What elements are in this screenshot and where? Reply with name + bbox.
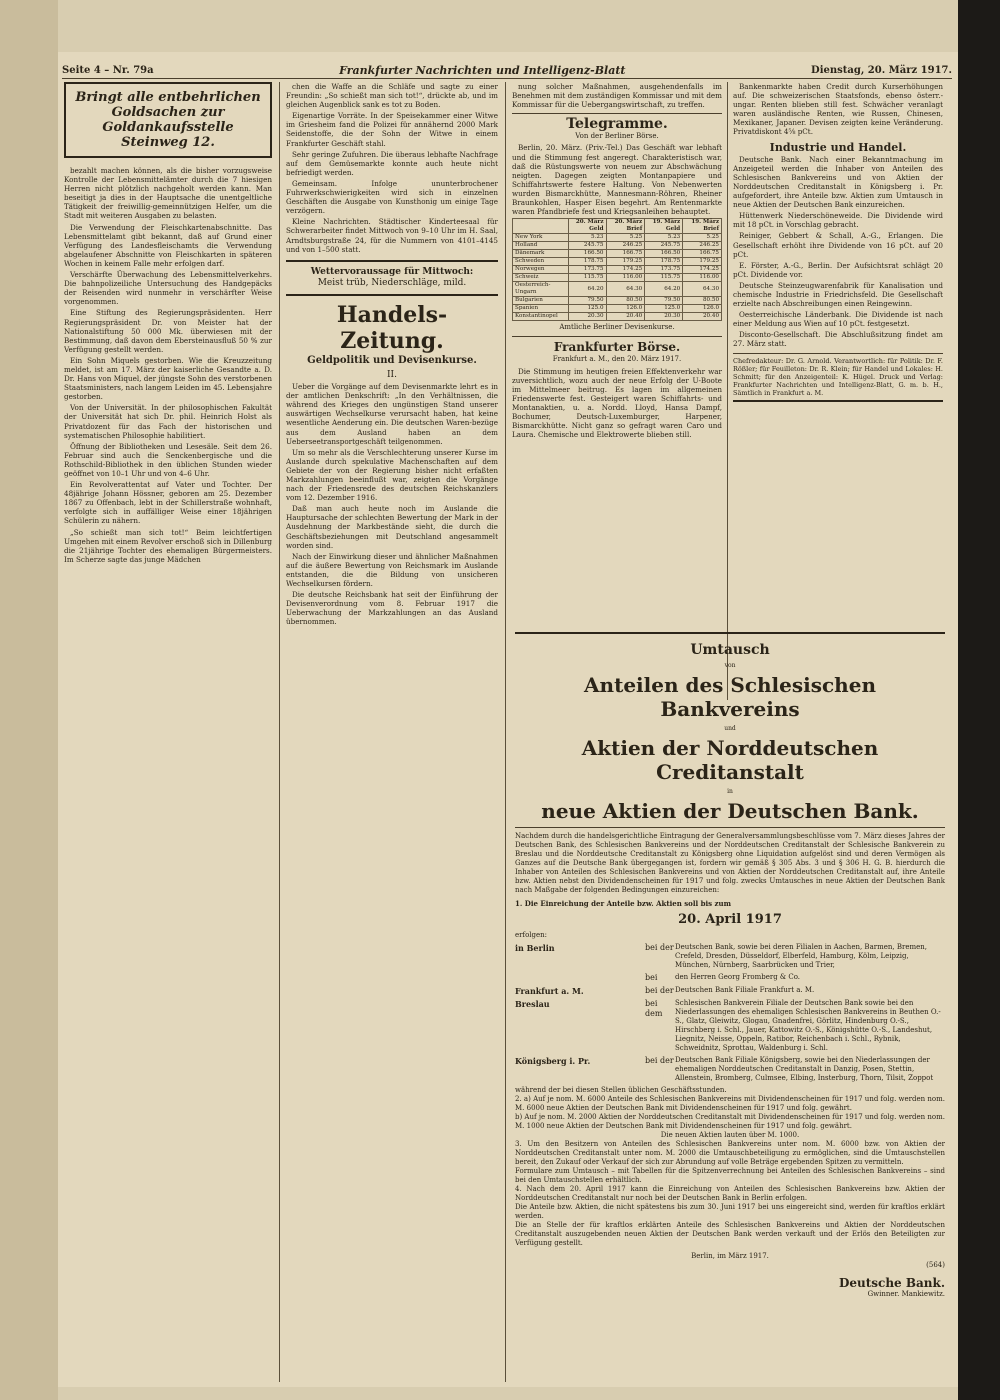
location-preposition: bei der <box>645 1056 674 1065</box>
table-cell: 79.50 <box>568 297 606 305</box>
table-cell: 5.25 <box>683 234 722 242</box>
table-cell: 246.25 <box>606 242 645 250</box>
column-rule <box>505 82 506 1382</box>
table-header-cell: 19. März Brief <box>683 219 722 234</box>
table-cell: Holland <box>513 242 569 250</box>
boerse-text: Die Stimmung im heutigen freien Effektenverkehr war zuversichtlich, wozu auch der neue Erfolg der U-Boote im Mittelmeer beitrug. Es lagen im allgemeinen Friedenswerte fest. Gesteigert waren Schiffahrts- und Montanaktien, u. a. Nordd. Lloyd, Hansa Dampf, Bochumer, Deutsch-Luxemburger, Harpener, Bismarckhütte. Nicht ganz so gefragt waren Caro und Laura. Chemische und Elektrowerte blieben still. <box>512 366 722 440</box>
location-city <box>515 973 645 983</box>
col2-paragraph: Gemeinsam. Infolge ununterbrochener Fuhrwerkschwierigkeiten wird sich in einzelnen Geschäften die Ausgabe von Kunsthonig um einige Tage verzögern. <box>286 178 498 216</box>
location-preposition: bei der <box>645 986 674 995</box>
col2-paragraph: Kleine Nachrichten. Städtischer Kinderteesaal für Schwerarbeiter findet Mittwoch von 9–10 Uhr im H. Saal, Arndtsburgstraße 24, für die Nummern von 4101–4145 und von 1–500 statt. <box>286 217 498 254</box>
table-row <box>513 242 722 250</box>
table-cell: 5.23 <box>568 234 606 242</box>
announcement-text: Nachdem durch die handelsgerichtliche Eintragung der Generalversammlungsbeschlüsse vom 7. März dieses Jahres der Deutschen Bank, des Schlesischen Bankvereins und der Norddeutschen Creditanstalt der Schlesische Bankverein zu Breslau und die Norddeutsche Creditanstalt zu Königsberg ohne Liquidation aufgelöst sind und deren Vermögen als Ganzes auf die Deutsche Bank übergegangen ist, fordern wir gemäß § 305 Abs. 3 und § 306 H. G. B. hierdurch die Inhaber von Anteilen des Schlesischen Bankvereins und von Aktien der Norddeutschen Creditanstalt auf, ihre Anteile bzw. Aktien nebst den Dividendenscheinen für 1917 und folg. zwecks Umtausches in neue Aktien der Deutschen Bank nach Maßgabe der folgenden Bedingungen einzureichen: <box>515 832 945 894</box>
header-date: Dienstag, 20. März 1917. <box>811 64 952 76</box>
table-row <box>513 313 722 321</box>
table-header-row <box>513 219 722 234</box>
table-cell: 64.30 <box>683 282 722 297</box>
title-deutsche-bank: neue Aktien der Deutschen Bank. <box>541 799 919 823</box>
boerse-title: Frankfurter Börse. <box>553 340 681 355</box>
table-cell: Dänemark <box>513 250 569 258</box>
table-cell: 20.40 <box>683 313 722 321</box>
table-cell: 166.50 <box>645 250 683 258</box>
table-cell: 64.20 <box>645 282 683 297</box>
table-cell: Schweiz <box>513 274 569 282</box>
weather-title: Wettervoraussage für Mittwoch: <box>310 266 474 277</box>
col4-intro: Bankenmarkte haben Credit durch Kurserhöhungen auf. Die schweizerischen Staatsfonds, ebenso österr.-ungar. Renten blieben still fest. Schwächer veranlagt waren ausländische Renten, wie Russen, Chinesen, Mexikaner, Japaner. Devisen zeigten keine Veränderung. Privatdiskont 4⅝ pCt. <box>733 82 943 137</box>
table-cell: 126.0 <box>606 305 645 313</box>
location-place: Deutschen Bank, sowie bei deren Filialen in Aachen, Barmen, Bremen, Crefeld, Dresden, Düsseldorf, Elberfeld, Hamburg, Kölm, Leipzig, München, Nürnberg, Saarbrücken und Trier, <box>675 943 927 969</box>
table-cell: 179.25 <box>606 258 645 266</box>
col4-paragraph: Deutsche Bank. Nach einer Bekanntmachung im Anzeigeteil werden die Inhaber von Anteilen des Schlesischen Bankvereins und von Aktien der Norddeutschen Creditanstalt in Königsberg i. Pr. aufgefordert, ihre Anteile bzw. Aktien zum Umtausch in neue Aktien der Deutschen Bank einzureichen. <box>733 154 943 210</box>
table-cell: 116.00 <box>683 274 722 282</box>
table-row <box>513 258 722 266</box>
handels-paragraph: Nach der Einwirkung dieser und ähnlicher Maßnahmen auf die äußere Bewertung von Reichsmark im Auslande entstanden, die die Bildung von unsicheren Wechselkursen fördern. <box>286 551 498 589</box>
table-cell: 174.25 <box>606 266 645 274</box>
col3-intro: nung solcher Maßnahmen, ausgehendenfalls im Benehmen mit dem zuständigen Kommissar und mit dem Kommissar für die Uebergangswirtschaft, zu treffen. <box>512 82 722 110</box>
table-cell: 166.75 <box>683 250 722 258</box>
table-header-cell: 19. März Geld <box>645 219 683 234</box>
divider <box>512 336 722 337</box>
table-cell: 173.75 <box>645 266 683 274</box>
table-cell: 20.30 <box>568 313 606 321</box>
location-preposition: bei <box>645 973 658 982</box>
table-cell: 178.75 <box>645 258 683 266</box>
table-cell: 245.75 <box>645 242 683 250</box>
divider <box>512 113 722 114</box>
connector-in: in <box>727 788 733 795</box>
table-cell: 179.25 <box>683 258 722 266</box>
col2-paragraph: Eigenartige Vorräte. In der Speisekammer einer Witwe im Griesheim fand die Polizei für annähernd 2000 Mark Seidenstoffe, die der Sohn der Witwe in einem Frankfurter Geschäft stahl. <box>286 111 498 148</box>
title-schlesischer-bankverein: Anteilen des Schlesischen Bankvereins <box>584 673 876 721</box>
table-row <box>513 266 722 274</box>
point-2b: b) Auf je nom. M. 2000 Aktien der Norddeutschen Creditanstalt mit Dividendenscheinen für 1917 und folg. werden nom. M. 1000 neue Aktien der Deutschen Bank mit Dividendenscheinen für 1917 und folg. gewährt. <box>515 1113 946 1130</box>
location-row <box>515 943 945 970</box>
telegramme-source: Von der Berliner Börse. <box>575 132 659 141</box>
table-cell: New York <box>513 234 569 242</box>
col1-paragraph: Die Verwendung der Fleischkartenabschnitte. Das Lebensmittelamt gibt bekannt, daß auf Grund einer Verfügung des Landesfleischamts die Verwendung abgelaufener Abschnitte von Fleischkarten in späteren Wochen in keinem Falle mehr erfolgen darf. <box>64 222 272 268</box>
table-cell: 80.50 <box>683 297 722 305</box>
table-cell: Bulgarien <box>513 297 569 305</box>
table-cell: 115.75 <box>645 274 683 282</box>
announcement-text: Die Anteile bzw. Aktien, die nicht spätestens bis zum 30. Juni 1917 bei uns eingereicht sind, werden für kraftlos erklärt werden. <box>515 1203 945 1220</box>
signature-deutsche-bank: Deutsche Bank. <box>838 1276 945 1290</box>
boerse-date: Frankfurt a. M., den 20. März 1917. <box>552 355 682 364</box>
table-cell: 5.23 <box>645 234 683 242</box>
umtausch-announcement <box>515 632 945 1384</box>
announcement-text: Formulare zum Umtausch – mit Tabellen für die Spitzenverrechnung bei Anteilen des Schlesischen Bankvereins – sind bei den Umtauschstellen erhältlich. <box>515 1167 945 1184</box>
industrie-title: Industrie und Handel. <box>769 140 907 154</box>
table-title: Amtliche Berliner Devisenkurse. <box>559 323 675 332</box>
umtausch-heading: Umtausch <box>690 642 770 658</box>
table-cell: Konstantinopel <box>513 313 569 321</box>
table-cell: Norwegen <box>513 266 569 274</box>
table-row <box>513 234 722 242</box>
table-cell: 64.20 <box>568 282 606 297</box>
table-header-cell <box>513 219 569 234</box>
column-2 <box>286 82 498 1382</box>
column-4 <box>733 82 943 700</box>
col1-paragraph: Öffnung der Bibliotheken und Lesesäle. Seit dem 26. Februar sind auch die Senckenbergische und die Rothschild-Bibliothek in den üblichen Stunden wieder geöffnet von 10–1 Uhr und von 4–6 Uhr. <box>64 441 272 478</box>
col1-paragraph: Eine Stiftung des Regierungspräsidenten. Herr Regierungspräsident Dr. von Meister hat der Nationalstiftung 50 000 Mk. überwiesen mit der Bestimmung, daß davon dem Ebersteinausfluß 50 % zur Verfügung gestellt werden. <box>64 308 272 354</box>
header-masthead: Frankfurter Nachrichten und Intelligenz-Blatt <box>339 63 626 77</box>
ad-number: (564) <box>926 1261 945 1269</box>
table-cell: 115.75 <box>568 274 606 282</box>
location-preposition: bei der <box>645 943 674 952</box>
location-city: Königsberg i. Pr. <box>515 1056 591 1066</box>
table-row <box>513 305 722 313</box>
table-cell: 166.50 <box>568 250 606 258</box>
col4-paragraph: Deutsche Steinzeugwarenfabrik für Kanalisation und chemische Industrie in Friedrichsfeld. Die Gesellschaft erzielte nach Abschreibungen einen Reingewinn. <box>733 280 943 309</box>
table-cell: 125.0 <box>568 305 606 313</box>
handels-paragraph: Um so mehr als die Verschlechterung unserer Kurse im Auslande durch spekulative Machenschaften auf dem Gebiete der von der Regierung bisher nicht erfaßten Markzahlungen beeinflußt war, zeigten die Vorgänge nach der Friedensrede des deutschen Reichskanzlers vom 12. Dezember 1916. <box>286 447 498 503</box>
column-rule <box>727 82 728 700</box>
table-cell: 178.75 <box>568 258 606 266</box>
table-cell: 5.25 <box>606 234 645 242</box>
location-list <box>515 943 945 1083</box>
divider <box>286 260 498 262</box>
handels-roman-numeral: II. <box>387 369 397 380</box>
location-row <box>515 973 945 983</box>
page-header <box>62 62 952 79</box>
telegramme-text: Berlin, 20. März. (Priv.-Tel.) Das Geschäft war lebhaft und die Stimmung fest angeregt. Charakteristisch war, daß die Rüstungswerte von neuem zur Abschwächung neigten. Dagegen zeigten Montanpapiere und Schiffahrtswerte festere Haltung. Von Nebenwerten wurden Bismarckhütte, Mannesmann-Röhren, Rheiner Braunkohlen, Hasper Eisen begehrt. Am Rentenmarkte waren Pfandbriefe fest und Kriegsanleihen behauptet. <box>512 143 722 217</box>
table-cell: 20.30 <box>645 313 683 321</box>
location-preposition: bei dem <box>645 999 663 1018</box>
point-2a: 2. a) Auf je nom. M. 6000 Anteile des Schlesischen Bankvereins mit Dividendenscheinen für 1917 und folg. werden nom. M. 6000 neue Aktien der Deutschen Bank mit Dividendenscheinen für 1917 und folg. gewährt. <box>515 1095 945 1112</box>
table-cell: Schweden <box>513 258 569 266</box>
table-cell: 246.25 <box>683 242 722 250</box>
announcement-text: Die neuen Aktien lauten über M. 1000. <box>660 1131 800 1139</box>
point-1: 1. Die Einreichung der Anteile bzw. Aktien soll bis zum <box>515 899 731 908</box>
location-row <box>515 986 945 996</box>
scan-border-right <box>958 0 1000 1400</box>
location-row <box>515 999 945 1053</box>
table-row <box>513 250 722 258</box>
col1-paragraph: Ein Sohn Miquels gestorben. Wie die Kreuzzeitung meldet, ist am 17. März der kaiserliche Gesandte a. D. Dr. Hans von Miquel, der jüngste Sohn des verstorbenen Staatsministers, nach langem Leiden im 45. Lebensjahre gestorben. <box>64 355 272 402</box>
table-row <box>513 297 722 305</box>
location-city: Breslau <box>515 999 550 1009</box>
col1-paragraph: „So schießt man sich tot!“ Beim leichtfertigen Umgehen mit einem Revolver erschoß sich in Dillenburg die 21jährige Tochter des ehemaligen Bürgermeisters. Im Scherze sagte das junge Mädchen <box>64 527 272 564</box>
location-place: Deutschen Bank Filiale Frankfurt a. M. <box>675 986 815 994</box>
location-place: den Herren Georg Fromberg & Co. <box>675 973 801 981</box>
col1-paragraph: Von der Universität. In der philosophischen Fakultät der Universität hat sich Dr. phil. Heinrich Holst als Privatdozent für das Fach der historischen und systematischen Philosophie habilitiert. <box>64 403 272 440</box>
table-cell: Spanien <box>513 305 569 313</box>
table-header-cell: 20. März Brief <box>606 219 645 234</box>
column-rule <box>279 82 280 1382</box>
col2-paragraph: Sehr geringe Zufuhren. Die überaus lebhafte Nachfrage auf dem Gemüsemarkte konnte auch heute nicht befriedigt werden. <box>286 149 498 177</box>
col4-paragraph: Reiniger, Gebbert & Schall, A.-G., Erlangen. Die Gesellschaft erhöht ihre Dividende von 16 pCt. auf 20 pCt. <box>733 231 943 259</box>
table-cell: 173.75 <box>568 266 606 274</box>
title-norddeutsche-creditanstalt: Aktien der Norddeutschen Creditanstalt <box>581 736 879 784</box>
handels-zeitung-title: Handels-Zeitung. <box>336 301 448 354</box>
handels-paragraph: Die deutsche Reichsbank hat seit der Einführung der Devisenverordnung vom 8. Februar 1917 die Ueberwachung der Markzahlungen an das Ausland übernommen. <box>286 590 498 627</box>
weather-text: Meist trüb, Niederschläge, mild. <box>317 277 467 288</box>
announcement-text: während der bei diesen Stellen üblichen Geschäftsstunden. <box>515 1086 727 1094</box>
table-cell: Oesterreich-Ungarn <box>513 282 569 297</box>
divider <box>286 294 498 296</box>
devisenkurse-table <box>512 218 722 321</box>
table-header-cell: 20. März Geld <box>568 219 606 234</box>
point-4: 4. Nach dem 20. April 1917 kann die Einreichung von Anteilen des Schlesischen Bankvereins bzw. Aktien der Norddeutschen Creditanstalt nur noch bei der Deutschen Bank in Berlin erfolgen. <box>515 1185 945 1202</box>
col4-paragraph: E. Förster, A.-G., Berlin. Der Aufsichtsrat schlägt 20 pCt. Dividende vor. <box>733 260 943 279</box>
connector-und: und <box>724 725 736 732</box>
telegramme-title: Telegramme. <box>566 116 668 133</box>
table-row <box>513 282 722 297</box>
table-row <box>513 274 722 282</box>
impressum: Chefredakteur: Dr. G. Arnold. Verantwortlich: für Politik: Dr. F. Rößler; für Feuilleton: Dr. R. Klein; für Handel und Lokales: H. Schmitt; für den Anzeigenteil: K. Hügel. Druck und Verlag: Frankfurter Nachrichten und Intelligenz-Blatt, G. m. b. H., Sämtlich in Frankfurt a. M. <box>733 353 943 402</box>
column-1 <box>64 82 272 1382</box>
col2-paragraph: chen die Waffe an die Schläfe und sagte zu einer Freundin: „So schießt man sich tot!“, drückte ab, und im gleichen Augenblick sank es tot zu Boden. <box>286 82 498 110</box>
signers: Gwinner. Mankiewitz. <box>867 1290 945 1298</box>
location-place: Schlesischen Bankverein Filiale der Deutschen Bank sowie bei den Niederlassungen des ehemaligen Schlesischen Bankvereins in Beuthen O.-S., Glatz, Gleiwitz, Glogau, Gnadenfrei, Görlitz, Hindenburg O.-S., Hirschberg i. Schl., Jauer, Kattowitz O.-S., Königshütte O.-S., Landeshut, Liegnitz, Neisse, Oppeln, Ratibor, Reichenbach i. Schl., Rybnik, Schweidnitz, Sprottau, Waldenburg i. Schl. <box>675 999 941 1052</box>
col4-paragraph: Oesterreichische Länderbank. Die Dividende ist nach einer Meldung aus Wien auf 10 pCt. festgesetzt. <box>733 310 943 329</box>
header-page-number: Seite 4 – Nr. 79a <box>62 64 154 76</box>
connector-von: von <box>724 662 736 669</box>
location-row <box>515 1056 945 1083</box>
handels-subtitle: Geldpolitik und Devisenkurse. <box>307 354 477 366</box>
table-cell: 20.40 <box>606 313 645 321</box>
table-cell: 174.25 <box>683 266 722 274</box>
table-cell: 116.00 <box>606 274 645 282</box>
location-city: in Berlin <box>515 943 555 953</box>
point-3: 3. Um den Besitzern von Anteilen des Schlesischen Bankvereins unter nom. M. 6000 bzw. von Aktien der Norddeutschen Creditanstalt unter nom. M. 2000 die Umtauschbeteiligung zu ermöglichen, sind die Umtauschstellen bereit, den Zukauf oder Verkauf der sich zur Abrundung auf volle Beträge ergebenden Spitzen zu vermitteln. <box>515 1140 945 1166</box>
location-city: Frankfurt a. M. <box>515 986 584 996</box>
page-edge-left <box>0 0 58 1400</box>
table-cell: 126.0 <box>683 305 722 313</box>
col1-paragraph: bezahlt machen können, als die bisher vorzugsweise Kontrolle der Lebensmittelämter durch die 7 hiesigen Herren nicht plötzlich nachgeholt werden kann. Man beseitigt ja dies in der Hauptsache die unentgeltliche Tätigkeit der freiwillig-gemeinnützigen Helfer, um die Stadt mit weiteren Ausgaben zu belasten. <box>64 166 272 221</box>
handels-paragraph: Ueber die Vorgänge auf dem Devisenmarkte lehrt es in der amtlichen Denkschrift: „In den Verhältnissen, die während des Krieges den ungünstigen Stand unserer auswärtigen Wechselkurse verursacht haben, hat keine wesentliche Aenderung ein. Die deutschen Waren-bezüge aus dem Ausland haben an dem Ueberseetransportgeschäft teilgenommen. <box>286 382 498 446</box>
table-cell: 166.75 <box>606 250 645 258</box>
location-place: Deutschen Bank Filiale Königsberg, sowie bei den Niederlassungen der ehemaligen Norddeutschen Creditanstalt in Danzig, Posen, Stettin, Allenstein, Bromberg, Culmsee, Elbing, Insterburg, Thorn, Tilsit, Zoppot <box>675 1056 934 1082</box>
column-3 <box>512 82 722 700</box>
gold-ad-box: Bringt alle entbehrlichen Goldsachen zur Goldankaufsstelle Steinweg 12. <box>64 82 272 158</box>
erfolgen-label: erfolgen: <box>515 931 548 939</box>
deadline-date: 20. April 1917 <box>678 912 782 927</box>
col4-paragraph: Hüttenwerk Niederschöneweide. Die Dividende wird mit 18 pCt. in Vorschlag gebracht. <box>733 211 943 230</box>
table-cell: 245.75 <box>568 242 606 250</box>
divider <box>515 827 945 828</box>
table-cell: 79.50 <box>645 297 683 305</box>
handels-paragraph: Daß man auch heute noch im Auslande die Hauptursache der schlechten Bewertung der Mark in der Ausdehnung der Markbestände sieht, die durch die Geschäftsbeziehungen mit Deutschland angesammelt worden sind. <box>286 504 498 550</box>
col1-paragraph: Ein Revolverattentat auf Vater und Tochter. Der 48jährige Johann Hössner, geboren am 25. Dezember 1867 zu Offenbach, lebt in der Schillerstraße wohnhaft, verfolgte sich in auffälliger Weise einer 18jährigen Schülerin zu nähern. <box>64 480 272 526</box>
table-cell: 125.0 <box>645 305 683 313</box>
announcement-text: Die an Stelle der für kraftlos erklärten Anteile des Schlesischen Bankvereins und Aktien der Norddeutschen Creditanstalt auszugebenden neuen Aktien der Deutschen Bank werden verkauft und der Erlös den Beteiligten zur Verfügung gestellt. <box>515 1221 945 1247</box>
table-cell: 64.30 <box>606 282 645 297</box>
col1-paragraph: Verschärfte Überwachung des Lebensmittelverkehrs. Die bahnpolizeiliche Untersuchung des Handgepäcks der Reisenden wird nunmehr in verschärfter Weise vorgenommen. <box>64 270 272 307</box>
col4-paragraph: Discontо-Gesellschaft. Die Abschlußsitzung findet am 27. März statt. <box>733 330 943 349</box>
place-date: Berlin, im März 1917. <box>691 1252 769 1260</box>
table-cell: 80.50 <box>606 297 645 305</box>
